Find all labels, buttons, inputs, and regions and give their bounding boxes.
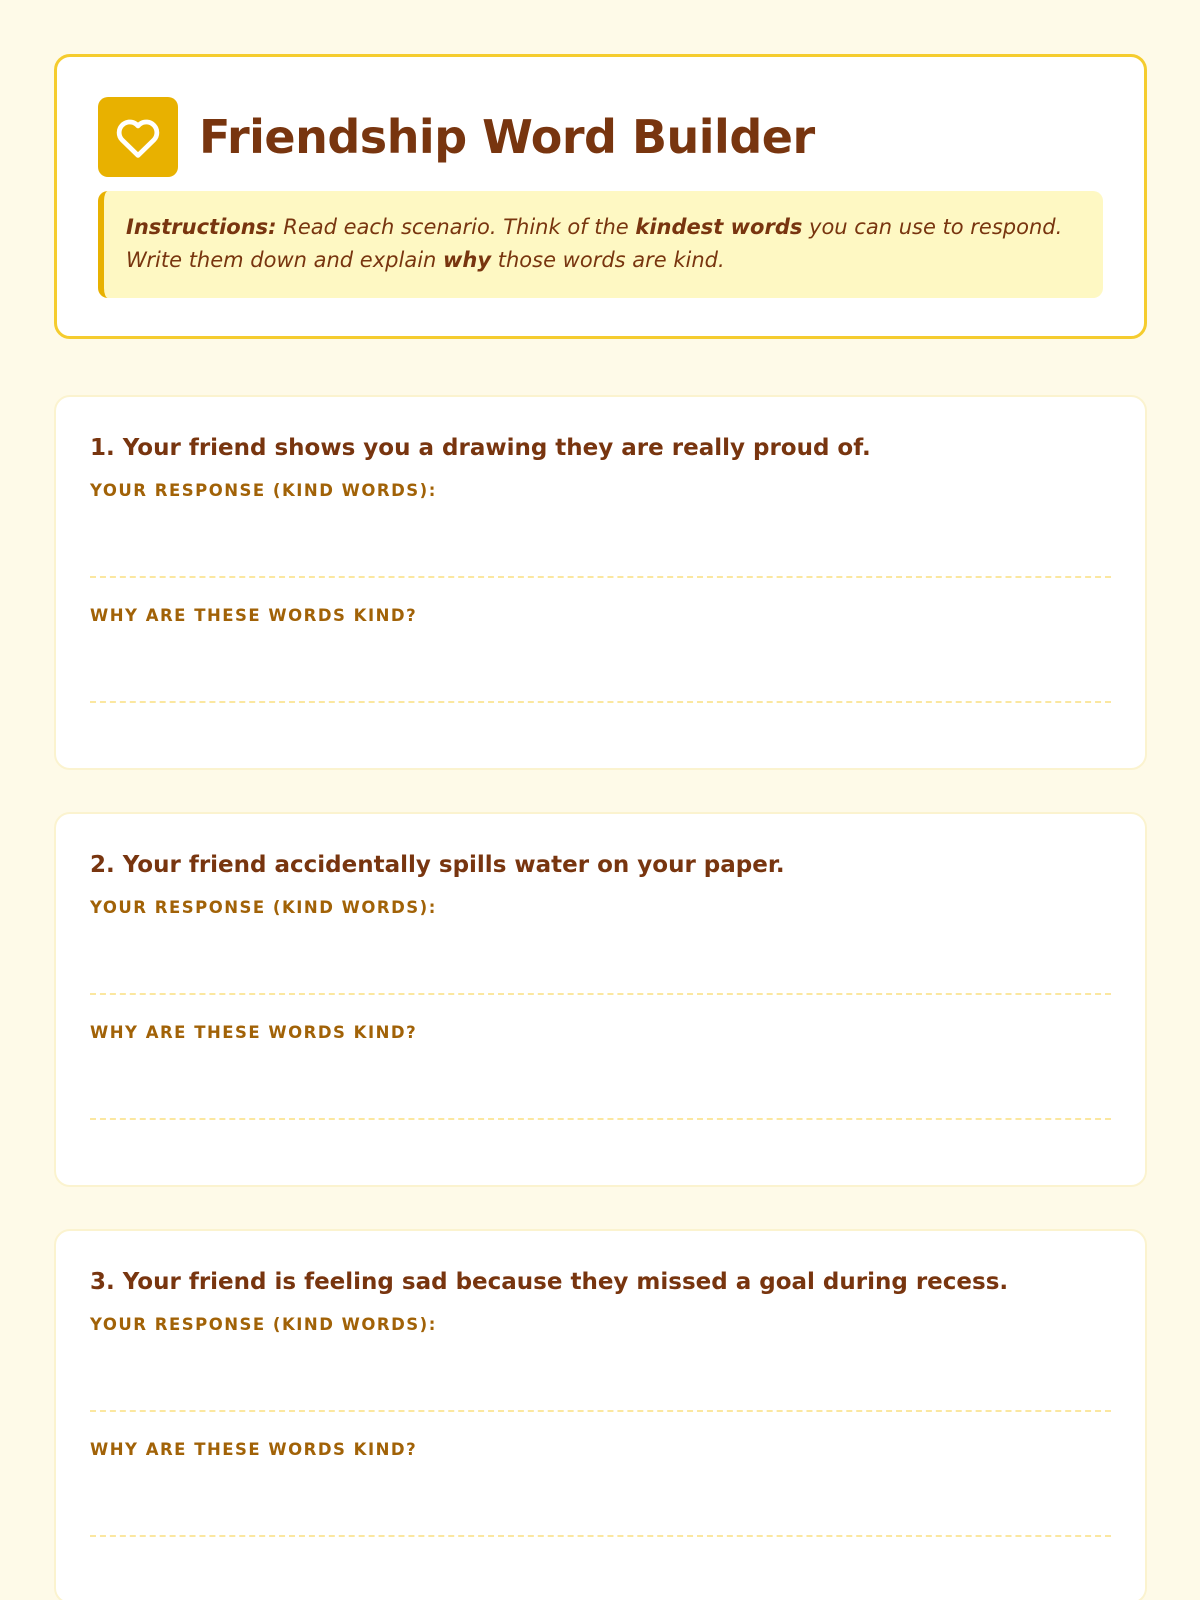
instructions-lead: Instructions: — [126, 215, 277, 239]
response-answer-line[interactable] — [90, 1410, 1111, 1412]
header-card — [54, 54, 1147, 339]
response-label: YOUR RESPONSE (KIND WORDS): — [90, 898, 437, 917]
question-prompt: 3. Your friend is feeling sad because they missed a goal during recess. — [90, 1269, 1009, 1295]
question-card-1 — [54, 395, 1147, 770]
instructions-text-1: Read each scenario. Think of the — [276, 215, 636, 239]
why-answer-line[interactable] — [90, 701, 1111, 703]
instructions-bold-2: why — [443, 248, 492, 272]
question-card-2 — [54, 812, 1147, 1187]
instructions-box — [98, 191, 1103, 298]
response-label: YOUR RESPONSE (KIND WORDS): — [90, 1315, 437, 1334]
instructions-text-2: you can use to respond. Write them down and explain — [126, 215, 1063, 272]
response-answer-line[interactable] — [90, 576, 1111, 578]
page-title: Friendship Word Builder — [199, 110, 815, 164]
why-label: WHY ARE THESE WORDS KIND? — [90, 606, 418, 625]
instructions-text-3: those words are kind. — [491, 248, 725, 272]
why-answer-line[interactable] — [90, 1535, 1111, 1537]
question-card-3 — [54, 1229, 1147, 1600]
why-label: WHY ARE THESE WORDS KIND? — [90, 1440, 418, 1459]
instructions-bold-1: kindest words — [635, 215, 803, 239]
why-answer-line[interactable] — [90, 1118, 1111, 1120]
title-row — [98, 97, 1103, 177]
response-label: YOUR RESPONSE (KIND WORDS): — [90, 481, 437, 500]
why-label: WHY ARE THESE WORDS KIND? — [90, 1023, 418, 1042]
response-answer-line[interactable] — [90, 993, 1111, 995]
question-prompt: 1. Your friend shows you a drawing they are really proud of. — [90, 435, 871, 461]
heart-icon — [98, 97, 178, 177]
question-prompt: 2. Your friend accidentally spills water on your paper. — [90, 852, 785, 878]
